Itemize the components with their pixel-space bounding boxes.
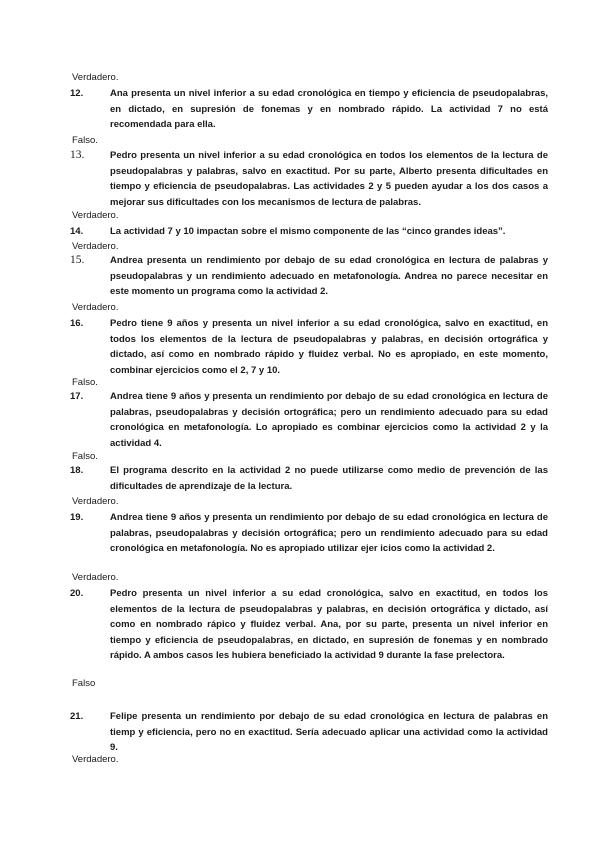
statement-number: 18. — [70, 465, 84, 476]
statement-20 — [70, 586, 548, 664]
statement-14 — [70, 224, 548, 240]
answer-label: Falso. — [72, 451, 98, 462]
statement-text: Pedro presenta un nivel inferior a su edad cronológica, salvo en exactitud, en todos los elementos de la lectura de pseudopalabras y palabras, en decisión ortográfica y dictado, así como en nombrado rápico y fluidez verbal. Ana, por su parte, presenta un nivel inferior en tiempo y eficiencia de pseudopalabras, en dictado, en supresión de fonemas y en nombrado rápido. A ambos casos les hubiera beneficiado la actividad 9 durante la fase prelectora. — [110, 588, 548, 661]
statement-text: Andrea tiene 9 años y presenta un rendimiento por debajo de su edad cronológica en lectura de palabras, pseudopalabras y decisión ortográfica; pero un rendimiento adecuado para su edad cronológica en metafonología. No es apropiado utilizar ejer icios como la actividad 2. — [110, 512, 548, 554]
statement-text: Pedro presenta un nivel inferior a su edad cronológica en todos los elementos de la lectura de pseudopalabras y palabras, salvo en exactitud. Por su parte, Alberto presenta dificultades en tiempo y eficiencia de pseudopalabras. Las actividades 2 y 5 pueden ayudar a los dos casos a mejorar sus dificultades con los mecanismos de lectura de palabras. — [110, 150, 548, 208]
answer-label: Verdadero. — [72, 210, 119, 221]
statement-number: 17. — [70, 391, 84, 402]
answer-label: Falso. — [72, 135, 98, 146]
statement-number: 13. — [70, 149, 85, 161]
statement-number: 16. — [70, 318, 84, 329]
statement-number: 20. — [70, 588, 84, 599]
answer-label: Verdadero. — [72, 302, 119, 313]
answer-label: Verdadero. — [72, 572, 119, 583]
statement-number: 14. — [70, 226, 84, 237]
statement-13 — [70, 148, 548, 210]
answer-label: Falso — [72, 678, 96, 689]
statement-number: 12. — [70, 88, 84, 99]
statement-text: El programa descrito en la actividad 2 no puede utilizarse como medio de prevención de las dificultades de aprendizaje de la lectura. — [110, 465, 548, 492]
statement-18 — [70, 463, 548, 494]
statement-number: 21. — [70, 711, 84, 722]
statement-19 — [70, 510, 548, 557]
statement-15 — [70, 253, 548, 300]
statement-number: 15. — [70, 254, 85, 266]
statement-text: Pedro tiene 9 años y presenta un nivel inferior a su edad cronológica, salvo en exactitud, en todos los elementos de la lectura de pseudopalabras y palabras, en decisión ortográfica y dictado, así como en nombrado rápido y fluidez verbal. No es apropiado, en este momento, combinar ejercicios como el 2, 7 y 10. — [110, 318, 548, 376]
answer-label: Verdadero. — [72, 241, 119, 252]
statement-text: Andrea tiene 9 años y presenta un rendimiento por debajo de su edad cronológica en lectura de palabras, pseudopalabras y decisión ortográfica; pero un rendimiento adecuado para su edad cronológica en metafonología. Lo apropiado es combinar ejercicios como la actividad 2 y la actividad 4. — [110, 391, 548, 449]
answer-label: Verdadero. — [72, 754, 119, 765]
answer-label: Verdadero. — [72, 72, 119, 83]
statement-text: Andrea presenta un rendimiento por debajo de su edad cronológica en lectura de palabras y pseudopalabras y un rendimiento adecuado en metafonología. Andrea no parece necesitar en este momento un programa como la actividad 2. — [110, 255, 548, 297]
statement-number: 19. — [70, 512, 84, 523]
answer-label: Falso. — [72, 377, 98, 388]
statement-16 — [70, 316, 548, 378]
statement-17 — [70, 389, 548, 451]
statement-text: La actividad 7 y 10 impactan sobre el mismo componente de las “cinco grandes ideas”. — [110, 226, 506, 237]
statement-12 — [70, 86, 548, 133]
statement-21 — [70, 709, 548, 756]
statement-text: Felipe presenta un rendimiento por debajo de su edad cronológica en lectura de palabras en tiemp y eficiencia, pero no en exactitud. Sería adecuado aplicar una actividad como la actividad 9. — [110, 711, 548, 753]
answer-label: Verdadero. — [72, 496, 119, 507]
statement-text: Ana presenta un nivel inferior a su edad cronológica en tiempo y eficiencia de pseudopalabras, en dictado, en supresión de fonemas y en nombrado rápido. La actividad 7 no está recomendada para ella. — [110, 88, 548, 130]
